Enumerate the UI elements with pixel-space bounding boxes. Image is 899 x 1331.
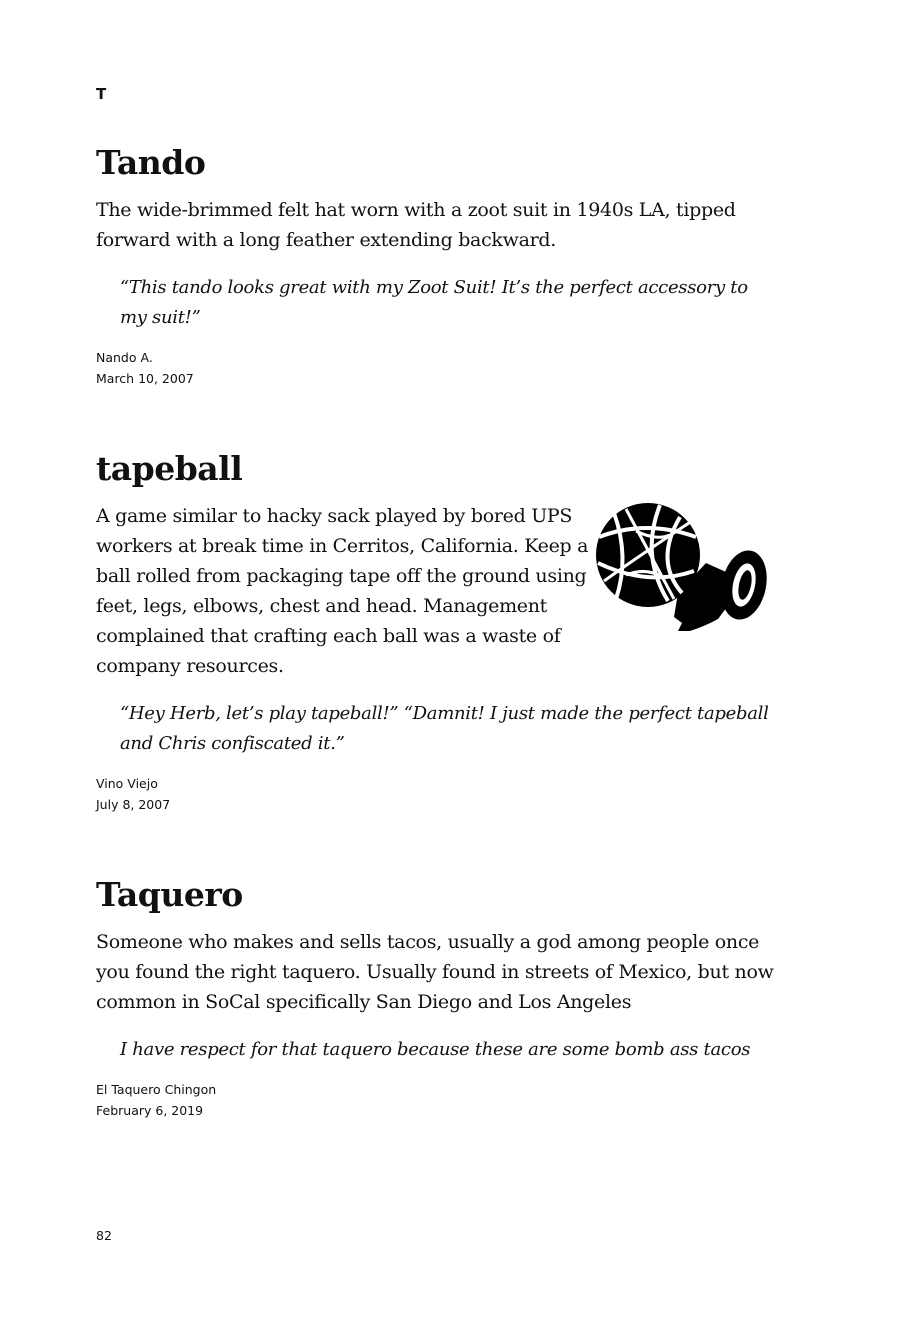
section-letter: T <box>96 85 107 103</box>
entry-date: July 8, 2007 <box>96 797 171 812</box>
entry-quote: “This tando looks great with my Zoot Suit! It’s the perfect accessory to my suit!” <box>120 277 748 328</box>
entry-term: Taquero <box>96 875 243 914</box>
entry-quote: “Hey Herb, let’s play tapeball!” “Damnit! I just made the perfect tapeball and Chris confiscated it.” <box>120 703 769 754</box>
tape-ball-icon <box>596 503 700 607</box>
entry-author: Nando A. <box>96 350 153 365</box>
definition-block <box>96 501 776 681</box>
entry-author: Vino Viejo <box>96 776 158 791</box>
entry-tando <box>96 141 776 389</box>
entry-author: El Taquero Chingon <box>96 1082 217 1097</box>
entry-date: March 10, 2007 <box>96 371 194 386</box>
entry-definition: Someone who makes and sells tacos, usually a god among people once you found the right taquero. Usually found in streets of Mexico, but now common in SoCal specifically San Diego and Los Angeles <box>96 931 774 1013</box>
entry-definition: A game similar to hacky sack played by bored UPS workers at break time in Cerritos, California. Keep a ball rolled from packaging tape off the ground using feet, legs, elbows, chest and head. Management complained that crafting each ball was a waste of company resources. <box>96 505 589 677</box>
page-number: 82 <box>96 1228 112 1243</box>
tape-ball-and-tape-roll-icon <box>596 501 768 631</box>
entry-definition: The wide-brimmed felt hat worn with a zoot suit in 1940s LA, tipped forward with a long feather extending backward. <box>96 199 736 251</box>
entry-tapeball <box>96 447 776 815</box>
entry-term: Tando <box>96 143 206 182</box>
entry-term: tapeball <box>96 449 243 488</box>
entry-quote: I have respect for that taquero because these are some bomb ass tacos <box>120 1039 751 1060</box>
entry-date: February 6, 2019 <box>96 1103 204 1118</box>
entry-taquero <box>96 873 776 1121</box>
